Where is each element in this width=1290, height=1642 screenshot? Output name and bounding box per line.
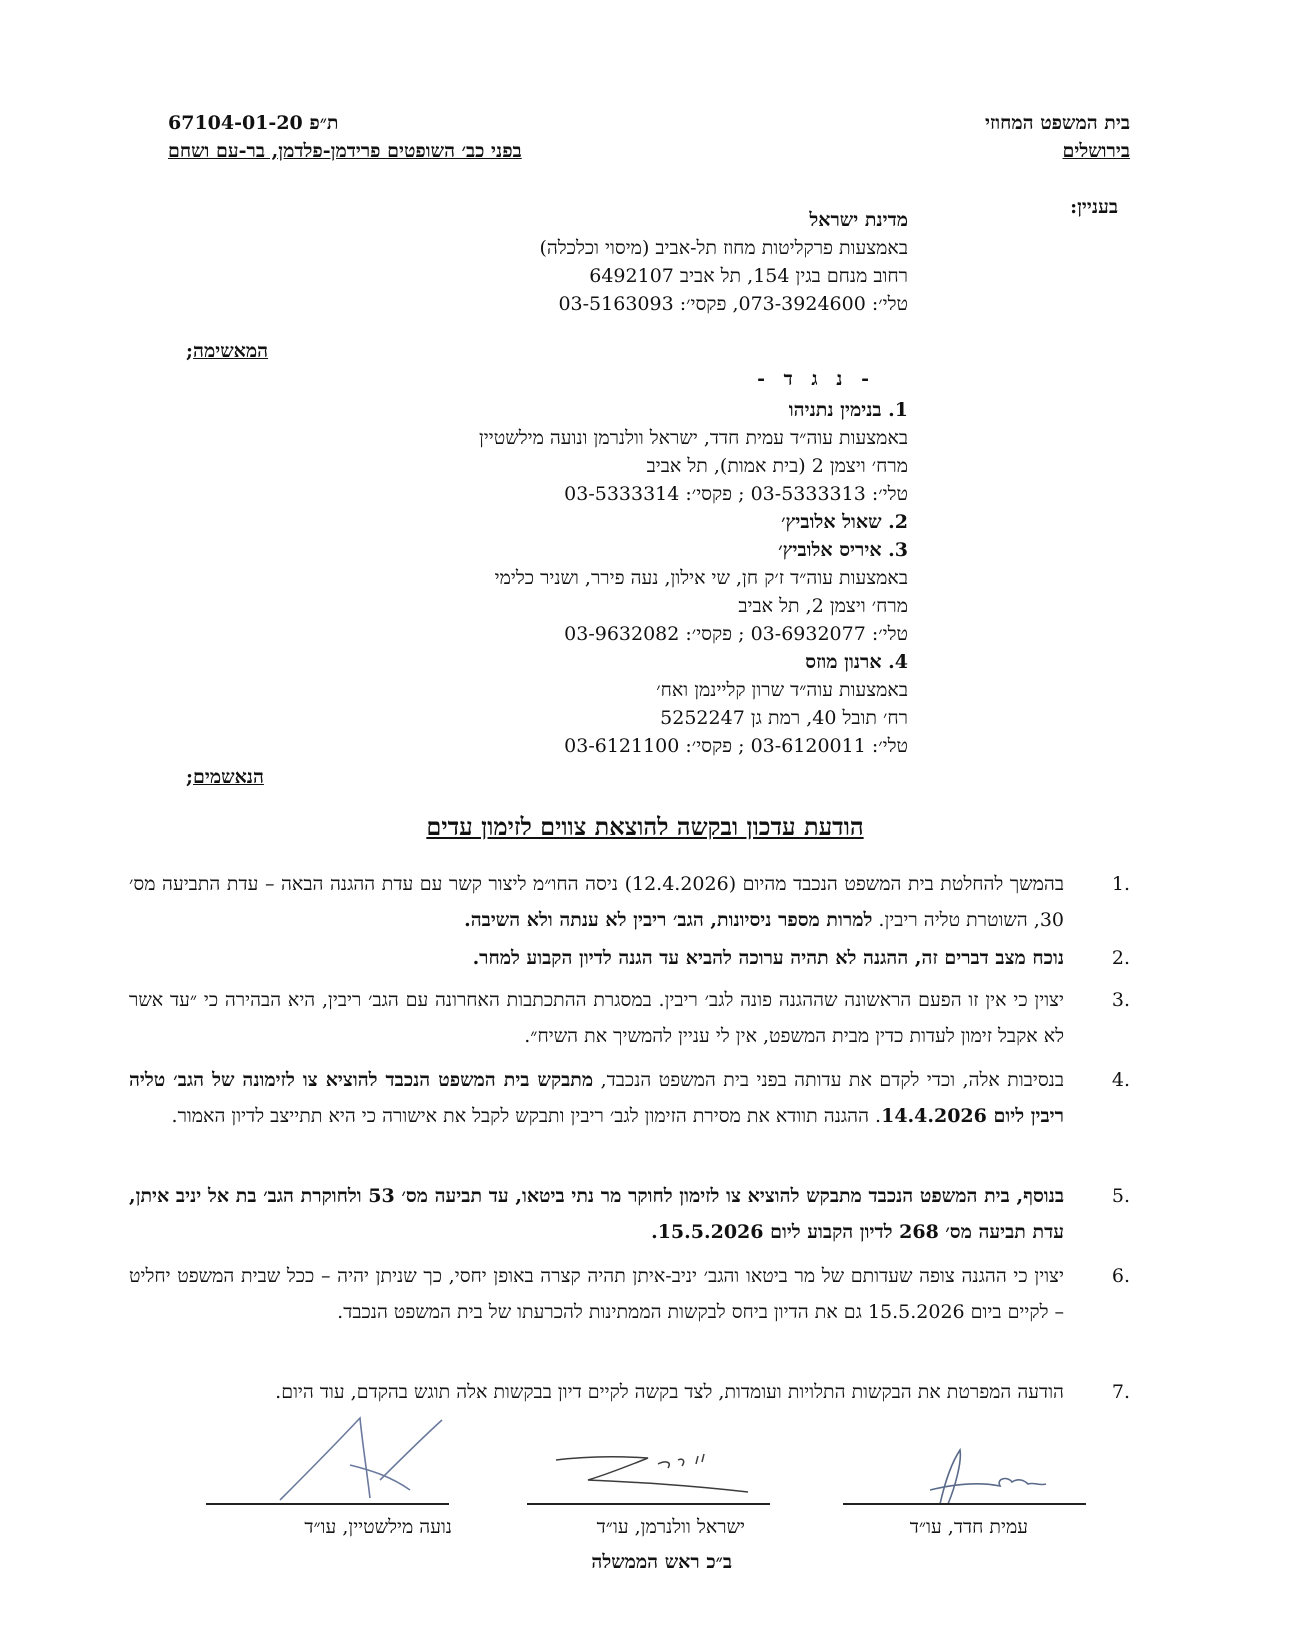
paragraph-bold-text: מתבקש בית המשפט הנכבד להוציא צו לזימונה של הגב׳ טליה ריבין ליום 14.4.2026 [129,1069,1064,1127]
defendant-3-line: באמצעות עוה״ד ז׳ק חן, שי אילון, נעה פירר, ושניר כלימי [494,567,908,589]
paragraph-number: 5. [1111,1185,1130,1207]
defendants-block [479,396,908,760]
signature-line-middle [527,1503,770,1505]
prosecution-role-suffix: ; [186,340,194,362]
defendants-role-suffix: ; [186,766,194,788]
paragraph-text: . ההגנה תוודא את מסירת הזימון לגב׳ ריבין ותבקש לקבל את אישורה כי היא תתייצב לדיון האמור. [171,1105,882,1127]
paragraph-text: יצוין כי אין זו הפעם הראשונה שההגנה פונה לגב׳ ריבין. במסגרת ההתכתבות האחרונה עם הגב׳ ריבין, היא הבהירה כי ״עד אשר לא אקבל זימון לעדות כדין מבית המשפט, אין לי עניין להמשיך את השיח״. [129,989,1064,1047]
defendant-1-name: 1. בנימין נתניהו [788,399,908,421]
signature-line-left [206,1503,449,1505]
document-title: הודעת עדכון ובקשה להוצאת צווים לזימון עדים [426,812,864,841]
court-name: בית המשפט המחוזי [985,112,1130,134]
paragraph-7 [129,1374,1130,1410]
signatory-left: נועה מילשטיין, עו״ד [304,1516,452,1538]
prosecution-line: באמצעות פרקליטות מחוז תל-אביב (מיסוי וכלכלה) [539,237,908,259]
paragraph-number: 2. [1111,947,1130,969]
paragraph-text: יצוין כי ההגנה צופה שעדותם של מר ביטאו והגב׳ יניב-איתן תהיה קצרה באופן יחסי, כך שניתן יהיה – ככל שבית המשפט יחליט – לקיים ביום 15.5.2026 גם את הדיון ביחס לבקשות הממתינות להכרעתו של בית המשפט הנכבד. [129,1265,1064,1323]
signatory-middle: ישראל וולנרמן, עו״ד [596,1516,745,1538]
paragraph-number: 4. [1111,1069,1130,1091]
in-matter-label: בעניין: [1070,196,1118,218]
prosecution-role [186,340,268,363]
signature-line-right [843,1503,1086,1505]
prosecution-line: טלי׳: 073-3924600, פקסי׳: 03-5163093 [558,293,908,315]
defendant-4-line: רח׳ תובל 40, רמת גן 5252247 [660,707,908,729]
paragraph-text: בנסיבות אלה, וכדי לקדם את עדותה בפני בית המשפט הנכבד, [593,1069,1064,1091]
defendant-4-line: טלי׳: 03-6120011 ; פקסי׳: 03-6121100 [564,735,908,757]
paragraph-3 [129,982,1130,1054]
prosecution-role-label: המאשימה [193,340,269,362]
defendant-2-name: 2. שאול אלוביץ׳ [781,511,908,533]
defendant-4-line: באמצעות עוה״ד שרון קליינמן ואח׳ [656,679,908,701]
signatory-right: עמית חדד, עו״ד [909,1516,1028,1538]
defendant-3-name: 3. איריס אלוביץ׳ [778,539,908,561]
paragraph-6 [129,1258,1130,1330]
paragraph-2 [129,940,1130,976]
defendant-1-line: באמצעות עוה״ד עמית חדד, ישראל וולנרמן ונועה מילשטיין [478,427,908,449]
on-behalf-label: ב״כ ראש הממשלה [591,1551,732,1573]
court-city: בירושלים [1062,140,1130,162]
signature-scribble-right [900,1442,1050,1512]
paragraph-number: 3. [1111,989,1130,1011]
versus-label: - נ ג ד - [757,368,875,390]
judges-panel: בפני כב׳ השופטים פרידמן-פלדמן, בר-עם ושחם [168,140,522,162]
signature-scribble-left [270,1410,450,1505]
paragraph-bold-text: נוכח מצב דברים זה, ההגנה לא תהיה ערוכה להביא עד הגנה לדיון הקבוע למחר. [472,947,1064,969]
paragraph-bold-text: למרות מספר ניסיונות, הגב׳ ריבין לא ענתה ולא השיבה. [464,909,873,931]
defendant-1-line: טלי׳: 03-5333313 ; פקסי׳: 03-5333314 [564,483,908,505]
defendants-role-label: הנאשמים [193,766,264,788]
paragraph-5 [129,1178,1130,1250]
signature-scribble-middle [548,1440,758,1502]
paragraph-number: 7. [1111,1381,1130,1403]
defendant-4-name: 4. ארנון מוזס [805,651,908,673]
paragraph-number: 6. [1111,1265,1130,1287]
paragraph-number: 1. [1111,873,1130,895]
case-number: ת״פ 67104-01-20 [168,112,339,134]
defendant-3-line: מרח׳ ויצמן 2, תל אביב [738,595,908,617]
prosecution-name: מדינת ישראל [809,209,908,231]
paragraph-4 [129,1062,1130,1134]
defendant-1-line: מרח׳ ויצמן 2 (בית אמות), תל אביב [646,455,908,477]
prosecution-block [539,206,908,318]
paragraph-1 [129,866,1130,938]
defendant-3-line: טלי׳: 03-6932077 ; פקסי׳: 03-9632082 [564,623,908,645]
defendants-role [186,766,264,789]
paragraph-bold-text: בנוסף, בית המשפט הנכבד מתבקש להוציא צו לזימון לחוקר מר נתי ביטאו, עד תביעה מס׳ 53 ולחוקרת הגב׳ בת אל יניב איתן, עדת תביעה מס׳ 268 לדיון הקבוע ליום 15.5.2026. [129,1185,1064,1243]
prosecution-line: רחוב מנחם בגין 154, תל אביב 6492107 [589,265,908,287]
paragraph-text: הודעה המפרטת את הבקשות התלויות ועומדות, לצד בקשה לקיים דיון בבקשות אלה תוגש בהקדם, עוד היום. [275,1381,1064,1403]
paragraph-text: בהמשך להחלטת בית המשפט הנכבד מהיום (12.4.2026) ניסה החו״מ ליצור קשר עם עדת ההגנה הבאה – עדת התביעה מס׳ 30, השוטרת טליה ריבין. [129,873,1064,931]
